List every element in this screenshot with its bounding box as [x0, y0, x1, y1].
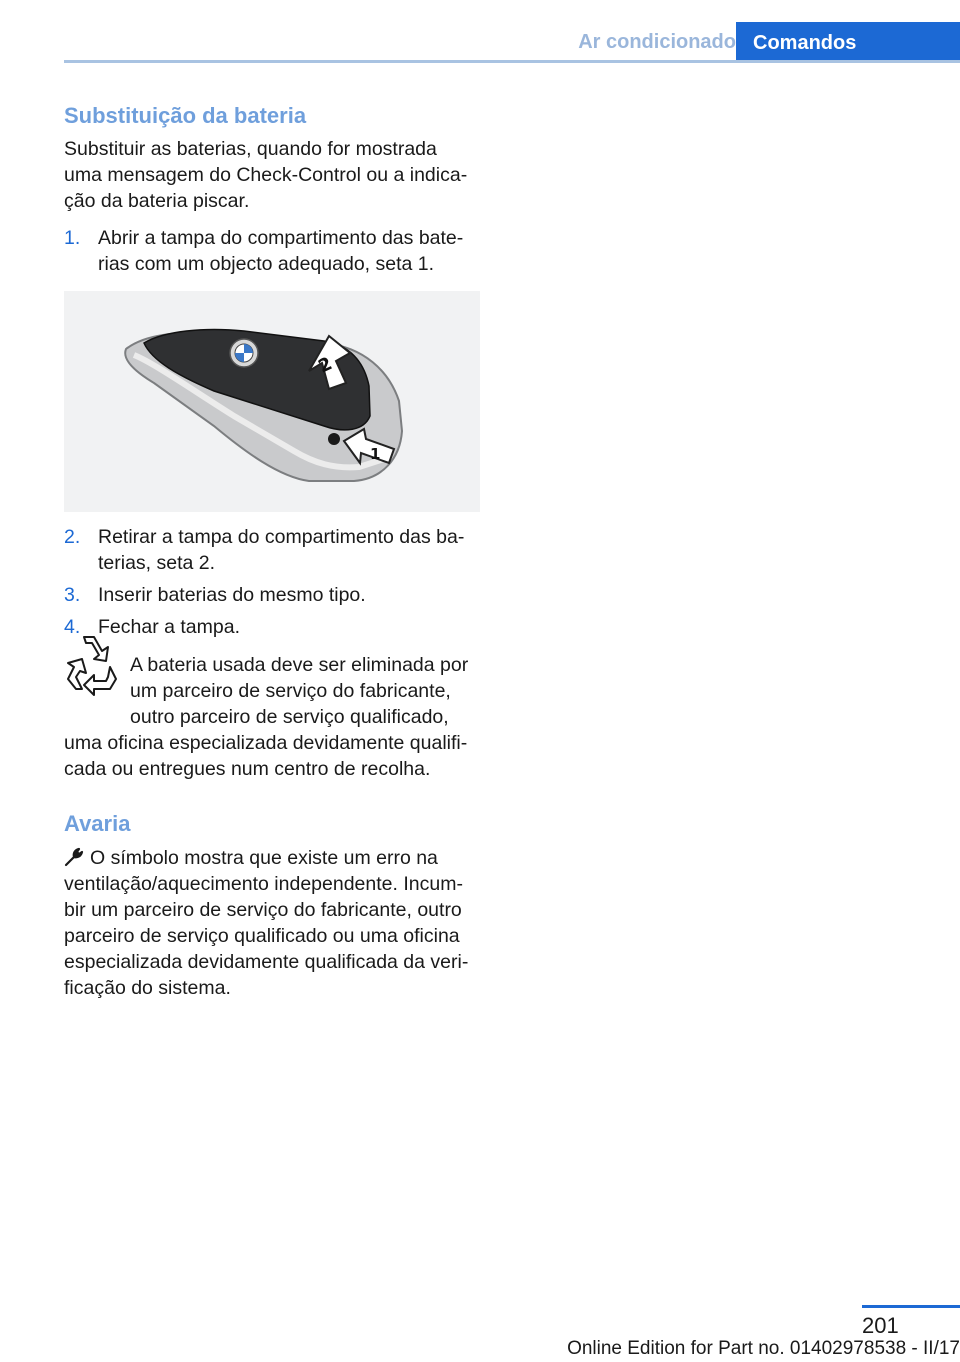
running-header-chapter-tab: Comandos: [736, 22, 960, 63]
step-number: 3.: [64, 584, 81, 606]
fault-line: [64, 845, 480, 871]
fault-line: ventilação/aquecimento independente. Incum-: [64, 873, 463, 895]
step-item: [64, 582, 480, 608]
battery-steps-part2: [64, 524, 480, 640]
battery-intro: [64, 136, 480, 214]
running-header-section: Ar condicionado: [578, 31, 736, 53]
step-number: 2.: [64, 526, 81, 548]
disposal-note-indented: [130, 652, 480, 730]
disposal-line: outro parceiro de serviço qualificado,: [130, 706, 449, 728]
battery-intro-line: ção da bateria piscar.: [64, 190, 250, 212]
fault-text: [64, 845, 480, 1001]
step-number: 1.: [64, 227, 81, 249]
step-text-line: Inserir baterias do mesmo tipo.: [98, 584, 366, 606]
battery-intro-line: uma mensagem do Check-Control ou a indica-: [64, 164, 468, 186]
step-text-line: Retirar a tampa do compartimento das ba-: [98, 526, 465, 548]
disposal-note-full: [64, 730, 480, 782]
fault-heading: Avaria: [64, 811, 131, 836]
step-text-line: rias com um objecto adequado, seta 1.: [98, 253, 435, 275]
step-number: 4.: [64, 616, 81, 638]
disposal-line: A bateria usada deve ser eliminada por: [130, 654, 469, 676]
fault-line: bir um parceiro de serviço do fabricante, outro: [64, 899, 462, 921]
disposal-line: um parceiro de serviço do fabricante,: [130, 680, 451, 702]
disposal-line: uma oficina especializada devidamente qualifi-: [64, 732, 468, 754]
edition-footer: Online Edition for Part no. 01402978538 - II/17: [567, 1338, 960, 1359]
arrow-2-label: 2: [315, 353, 336, 378]
fault-line-text: O símbolo mostra que existe um erro na: [90, 847, 438, 869]
step-text-line: Fechar a tampa.: [98, 616, 240, 638]
key-fob-illustration: [64, 291, 480, 512]
step-item: [64, 225, 480, 277]
battery-intro-line: Substituir as baterias, quando for mostrada: [64, 138, 437, 160]
page-number: 201: [862, 1313, 899, 1338]
key-fob-drawing: [64, 291, 480, 512]
fault-line: ficação do sistema.: [64, 977, 231, 999]
step-item: [64, 524, 480, 576]
header-divider: [64, 60, 960, 63]
battery-steps-part1: [64, 225, 480, 277]
step-text-line: terias, seta 2.: [98, 552, 216, 574]
wrench-icon: [64, 847, 84, 867]
footer-divider: [862, 1305, 960, 1308]
fault-line: especializada devidamente qualificada da veri-: [64, 951, 469, 973]
battery-heading: Substituição da bateria: [64, 103, 307, 128]
release-slot: [328, 433, 340, 445]
disposal-line: cada ou entregues num centro de recolha.: [64, 758, 431, 780]
step-item: [64, 614, 480, 640]
fault-line: parceiro de serviço qualificado ou uma oficina: [64, 925, 460, 947]
step-text-line: Abrir a tampa do compartimento das bate-: [98, 227, 464, 249]
recycle-icon: [64, 627, 120, 707]
arrow-1-label: 1: [370, 445, 381, 463]
brand-emblem: [230, 339, 258, 367]
